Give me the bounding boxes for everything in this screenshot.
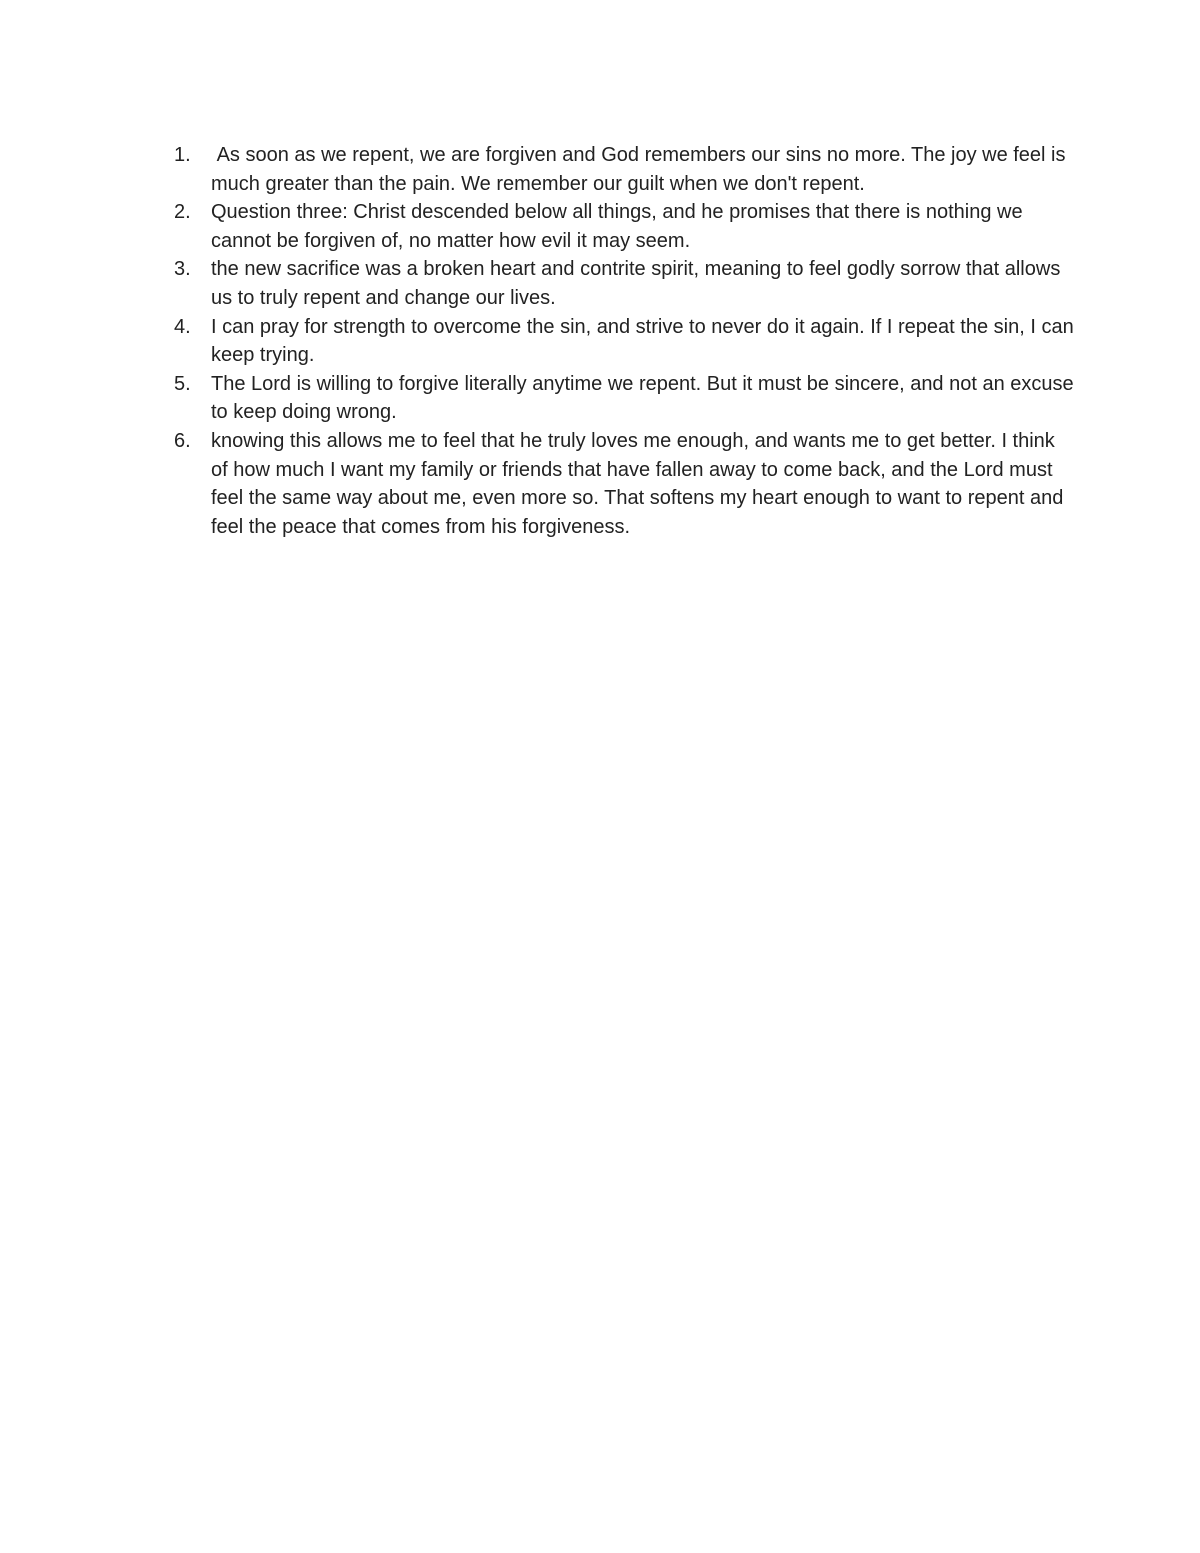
list-item-number: 4. <box>174 315 191 338</box>
list-item-text: the new sacrifice was a broken heart and contrite spirit, meaning to feel godly sorrow that allows us to truly repent and change our lives. <box>211 258 1066 309</box>
list-item <box>174 370 1080 427</box>
list-item <box>174 198 1074 255</box>
list-item <box>174 141 1074 198</box>
list-item-number: 6. <box>174 429 191 452</box>
list-item-text: Question three: Christ descended below all things, and he promises that there is nothing we cannot be forgiven of, no matter how evil it may seem. <box>211 201 1029 252</box>
list-item-text: knowing this allows me to feel that he truly loves me enough, and wants me to get better. I think of how much I want my family or friends that have fallen away to come back, and the Lord must feel the same way about me, even more so. That softens my heart enough to want to repent and feel the peace that comes from his forgiveness. <box>211 429 1069 538</box>
list-item-text: I can pray for strength to overcome the sin, and strive to never do it again. If I repeat the sin, I can keep trying. <box>211 315 1080 367</box>
list-item <box>174 313 1080 370</box>
list-item <box>174 427 1074 541</box>
answer-list <box>174 141 1080 541</box>
list-item <box>174 255 1074 312</box>
list-item-number: 3. <box>174 258 191 281</box>
list-item-number: 1. <box>174 144 191 166</box>
list-item-text: As soon as we repent, we are forgiven and God remembers our sins no more. The joy we feel is much greater than the pain. We remember our guilt when we don't repent. <box>211 144 1072 195</box>
list-item-text: The Lord is willing to forgive literally anytime we repent. But it must be sincere, and not an excuse to keep doing wrong. <box>211 372 1080 424</box>
list-item-number: 5. <box>174 372 191 395</box>
list-item-number: 2. <box>174 201 191 224</box>
